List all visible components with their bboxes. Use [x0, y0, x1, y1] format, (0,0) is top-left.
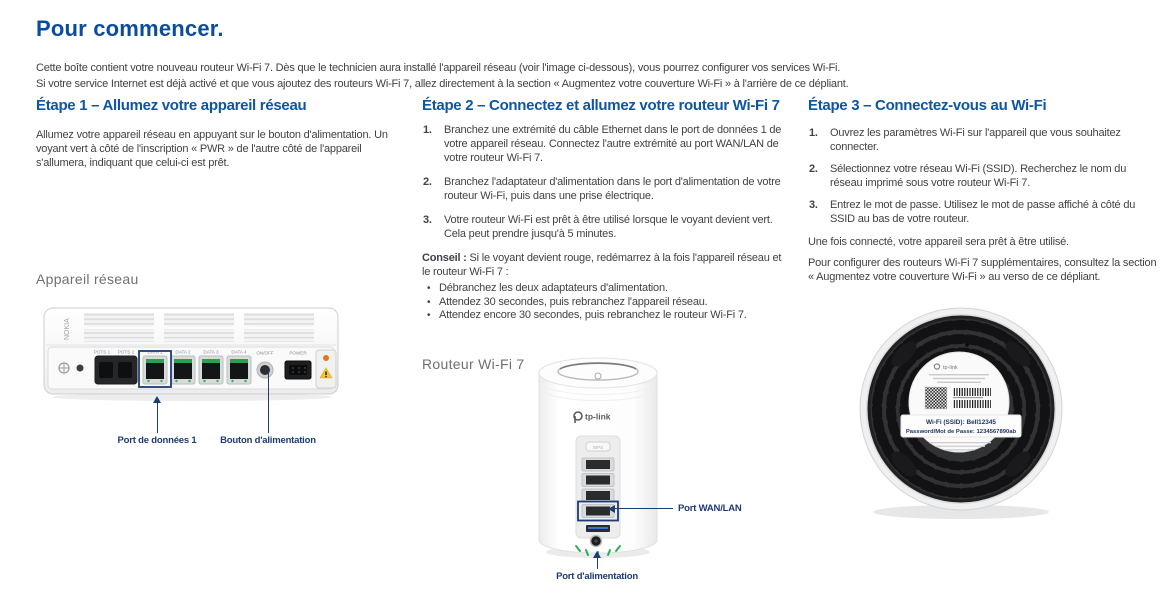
list-item: • Attendez encore 30 secondes, puis rebranchez le routeur Wi-Fi 7. — [422, 309, 782, 323]
step3-note-connected: Une fois connecté, votre appareil sera prêt à être utilisé. — [808, 236, 1069, 248]
item-text: Entrez le mot de passe. Utilisez le mot de passe affiché à côté du SSID au bas de votre routeur. — [830, 199, 1136, 225]
step2-list — [422, 123, 782, 241]
item-text: Sélectionnez votre réseau Wi-Fi (SSID). Recherchez le nom du réseau imprimé sous votre routeur Wi-Fi 7. — [830, 163, 1127, 189]
item-number: 1. — [809, 127, 818, 139]
step3-column — [808, 96, 1160, 284]
qr-code — [925, 387, 947, 409]
reset-hole — [965, 343, 969, 347]
router-image — [520, 352, 676, 564]
list-item — [422, 213, 782, 241]
page-title: Pour commencer. — [36, 16, 224, 41]
network-device-image — [42, 300, 340, 404]
callout-wan-port: Port WAN/LAN — [678, 503, 742, 514]
item-text: Ouvrez les paramètres Wi-Fi sur l'appareil que vous souhaitez connecter. — [830, 127, 1121, 153]
intro-line-2: Si votre service Internet est déjà activé et que vous ajoutez des routeurs Wi-Fi 7, allez directement à la section « Augmentez votre couverture Wi-Fi » à l'arrière de ce dépliant. — [36, 78, 849, 90]
item-number: 3. — [809, 199, 818, 211]
usb-port — [586, 525, 610, 532]
callout-router-power-port: Port d'alimentation — [556, 571, 638, 582]
intro-line-1: Cette boîte contient votre nouveau routeur Wi-Fi 7. Dès que le technicien aura installé l'appareil réseau (voir l'image ci-dessous), vous pourrez configurer vos services Wi-Fi. — [36, 62, 841, 74]
wifi-credentials-strip — [901, 415, 1021, 437]
tip-paragraph — [422, 251, 782, 279]
item-number: 3. — [423, 214, 432, 226]
router-heading: Routeur Wi-Fi 7 — [422, 356, 525, 372]
list-item — [422, 175, 782, 203]
power-button — [256, 351, 274, 379]
tip-text: Si le voyant devient rouge, redémarrez à la fois l'appareil réseau et le routeur Wi-Fi 7 : — [422, 252, 782, 278]
list-item — [422, 123, 782, 165]
step1-column — [36, 96, 392, 170]
list-item — [808, 126, 1160, 154]
tip-bullet-list — [422, 282, 782, 323]
step1-title: Étape 1 – Allumez votre appareil réseau — [36, 97, 307, 114]
item-number: 2. — [809, 163, 818, 175]
item-text: Branchez l'adaptateur d'alimentation dans le port d'alimentation de votre routeur Wi-Fi, puis dans une prise électrique. — [444, 176, 781, 202]
router-brand-text: tp-link — [585, 411, 611, 422]
port-label: DATA 1 — [147, 349, 163, 355]
router-bottom-image — [855, 303, 1067, 523]
list-item — [808, 162, 1160, 190]
intro-paragraph — [36, 60, 1146, 92]
port-label: DATA 3 — [203, 349, 219, 355]
callout-line — [157, 402, 158, 433]
ground-screw-icon — [59, 363, 69, 373]
step3-title: Étape 3 – Connectez-vous au Wi-Fi — [808, 97, 1047, 114]
item-text: Branchez une extrémité du câble Ethernet dans le port de données 1 de votre appareil réseau. Connectez l'autre extrémité au port WAN/LAN de votre routeur Wi-Fi 7. — [444, 124, 782, 164]
item-text: Votre routeur Wi-Fi est prêt à être utilisé lorsque le voyant devient vert. Cela peut prendre jusqu'à 5 minutes. — [444, 214, 773, 240]
item-number: 2. — [423, 176, 432, 188]
step2-title: Étape 2 – Connectez et allumez votre routeur Wi-Fi 7 — [422, 97, 780, 114]
callout-power-button: Bouton d'alimentation — [220, 435, 316, 446]
list-item: • Attendez 30 secondes, puis rebranchez l'appareil réseau. — [422, 296, 782, 310]
port-label: POWER — [289, 350, 307, 356]
callout-line — [268, 371, 269, 433]
label-brand-text: tp-link — [943, 365, 958, 371]
list-item — [808, 198, 1160, 226]
step3-note-more-routers: Pour configurer des routeurs Wi-Fi 7 supplémentaires, consultez la section « Augmentez votre couverture Wi-Fi » au verso de ce dépliant. — [808, 257, 1157, 283]
item-number: 1. — [423, 124, 432, 136]
device-brand-text: NOKIA — [64, 318, 71, 340]
wifi-password-text: Password/Mot de Passe: 1234567890ab — [905, 429, 1017, 435]
port-label: DATA 2 — [175, 349, 191, 355]
power-jack — [591, 536, 602, 547]
callout-line — [597, 557, 598, 569]
port-label: POTS 1 — [93, 349, 111, 355]
step3-list — [808, 126, 1160, 226]
callout-line — [615, 508, 673, 509]
callout-data-port: Port de données 1 — [117, 435, 197, 446]
step2-column — [422, 96, 782, 323]
wps-button — [586, 442, 610, 451]
fiber-module — [316, 350, 336, 388]
step1-body: Allumez votre appareil réseau en appuyant sur le bouton d'alimentation. Un voyant vert à côté de l'inscription « PWR » de l'autre côté de l'appareil s'allumera, indiquant que celui-ci est prêt. — [36, 129, 388, 169]
arrowhead-left-icon — [608, 505, 615, 513]
list-item: • Débranchez les deux adaptateurs d'alimentation. — [422, 282, 782, 296]
port-label: ON/OFF — [256, 350, 274, 356]
port-label: POTS 2 — [117, 349, 135, 355]
port-label: DATA 4 — [231, 349, 247, 355]
network-device-heading: Appareil réseau — [36, 271, 139, 287]
tip-label: Conseil : — [422, 252, 467, 264]
reset-button — [77, 365, 84, 372]
label-fine-print — [929, 374, 989, 383]
wifi-ssid-text: Wi-Fi (SSID): Bell12345 — [926, 419, 996, 426]
wps-label: WPS — [592, 444, 604, 450]
